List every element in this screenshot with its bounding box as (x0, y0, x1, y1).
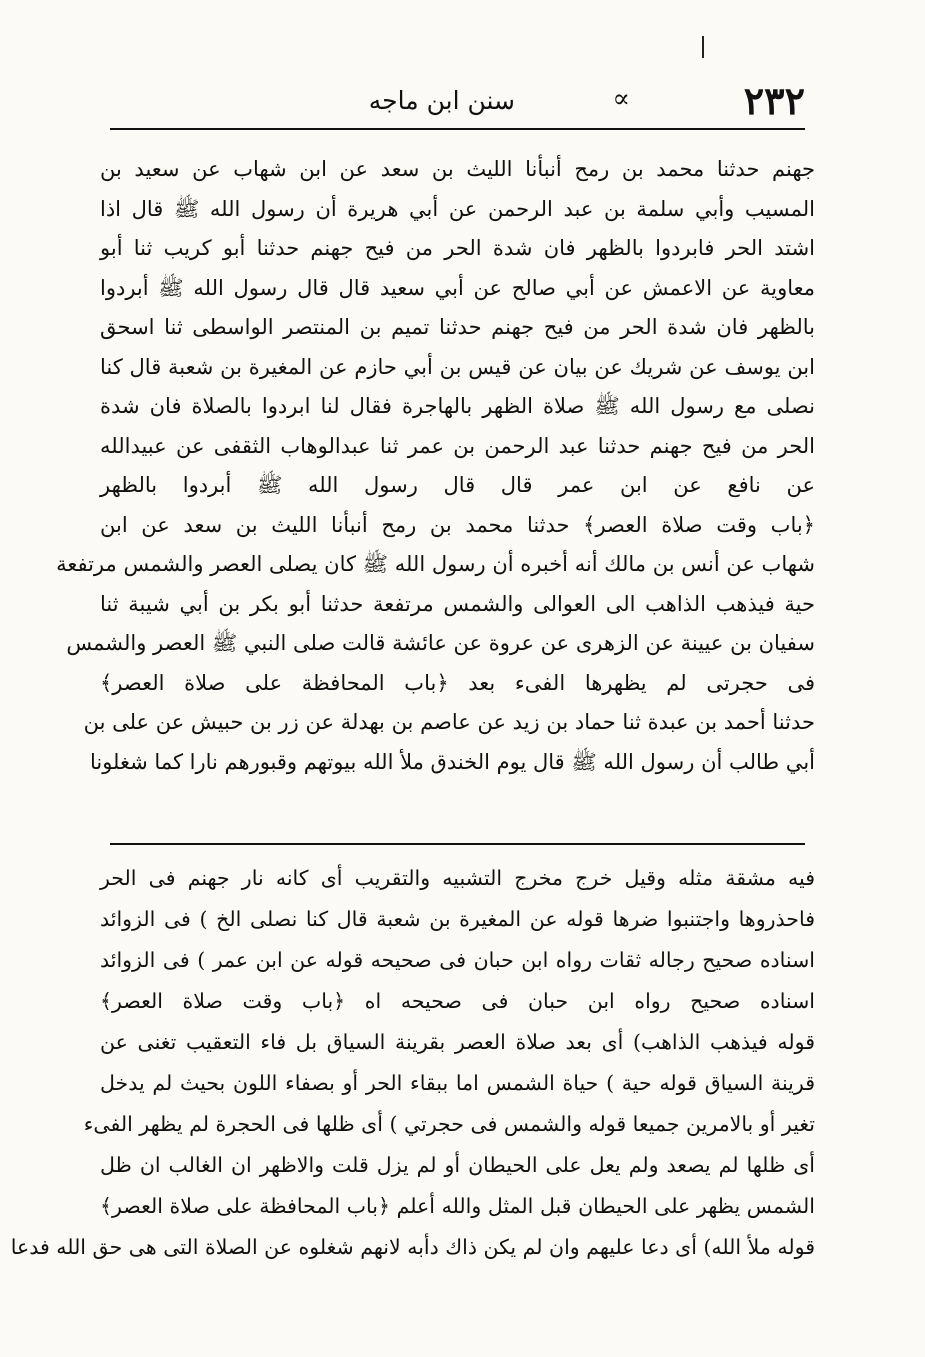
text-line: نصلى مع رسول الله ﷺ صلاة الظهر بالهاجرة فقال لنا ابردوا بالصلاة فان شدة (100, 394, 815, 418)
text-line: ﴿باب وقت صلاة العصر﴾ حدثنا محمد بن رمح أنبأنا الليث بن سعد عن ابن (100, 512, 815, 537)
text-line: اشتد الحر فابردوا بالظهر فان شدة الحر من فيح جهنم حدثنا أبو كريب ثنا أبو (100, 236, 815, 260)
page-number: ٢٣٢ (743, 78, 805, 123)
text-line: جهنم حدثنا محمد بن رمح أنبأنا الليث بن سعد عن ابن شهاب عن سعيد بن (100, 157, 815, 181)
text-line: ابن يوسف عن شريك عن بيان عن قيس بن أبي حازم عن المغيرة بن شعبة قال كنا (100, 354, 815, 379)
text-line: حدثنا أحمد بن عبدة ثنا حماد بن زيد عن عاصم بن بهدلة عن زر بن حبيش عن على بن (83, 710, 815, 734)
page-header (110, 78, 805, 124)
footnote-line: الشمس يظهر على الحيطان قبل المثل والله أعلم ﴿باب المحافظة على صلاة العصر﴾ (100, 1194, 815, 1218)
footnote-line: فاحذروها واجتنبوا ضرها قوله عن المغيرة بن شعبة قال كنا نصلى الخ ) فى الزوائد (100, 907, 815, 931)
footnote-line: اسناده صحيح رواه ابن حبان فى صحيحه اه ﴿باب وقت صلاة العصر﴾ (100, 989, 815, 1013)
footnote-line: قوله فيذهب الذاهب) أى بعد صلاة العصر بقرينة السياق بل فاء التعقيب تغنى عن (100, 1030, 815, 1054)
header-rule (110, 128, 805, 130)
footnote-line: قرينة السياق قوله حية ) حياة الشمس اما ببقاء الحر أو بصفاء اللون بحيث لم يدخل (100, 1071, 815, 1095)
footnote-line: أى ظلها لم يصعد ولم يعل على الحيطان أو لم يزل قلت والاظهر ان الغالب ان ظل (100, 1153, 815, 1177)
footnotes (10, 858, 815, 1268)
footnote-line: فيه مشقة مثله وقيل خرج مخرج التشبيه والتقريب أى كانه نار جهنم فى الحر (100, 866, 815, 890)
text-line: فى حجرتى لم يظهرها الفىء بعد ﴿باب المحافظة على صلاة العصر﴾ (100, 670, 815, 695)
footnote-rule (110, 843, 805, 845)
text-line: حية فيذهب الذاهب الى العوالى والشمس مرتفعة حدثنا أبو بكر بن أبي شيبة ثنا (100, 591, 815, 616)
footnote-line: قوله ملأ الله) أى دعا عليهم وان لم يكن ذاك دأبه لانهم شغلوه عن الصلاة التى هى حق الله فدعا (10, 1235, 815, 1259)
text-line: الحر من فيح جهنم حدثنا عبد الرحمن بن عمر ثنا عبدالوهاب الثقفى عن عبيدالله (100, 433, 815, 458)
text-line: أبي طالب أن رسول الله ﷺ قال يوم الخندق ملأ الله بيوتهم وقبورهم نارا كما شغلونا (89, 749, 815, 774)
text-line: معاوية عن الاعمش عن أبي صالح عن أبي سعيد قال قال رسول الله ﷺ أبردوا (100, 275, 815, 300)
footnote-line: تغير أو بالامرين جميعا قوله والشمس فى حجرتي ) أى ظلها فى الحجرة لم يظهر الفىء (83, 1112, 815, 1136)
text-line: سفيان بن عيينة عن الزهرى عن عروة عن عائشة قالت صلى النبي ﷺ العصر والشمس (66, 631, 815, 655)
text-line: المسيب وأبي سلمة بن عبد الرحمن عن أبي هريرة أن رسول الله ﷺ قال اذا (100, 196, 815, 221)
header-ornament: ∝ (612, 84, 630, 114)
main-text (56, 150, 815, 782)
text-line: عن نافع عن ابن عمر قال قال رسول الله ﷺ أبردوا بالظهر (100, 473, 815, 497)
text-line: بالظهر فان شدة الحر من فيح جهنم حدثنا تميم بن المنتصر الواسطى ثنا اسحق (100, 315, 815, 339)
text-line: شهاب عن أنس بن مالك أنه أخبره أن رسول الله ﷺ كان يصلى العصر والشمس مرتفعة (56, 552, 815, 576)
running-title: سنن ابن ماجه (368, 86, 515, 115)
footnote-line: اسناده صحيح رجاله ثقات رواه ابن حبان فى صحيحه قوله عن ابن عمر ) فى الزوائد (100, 948, 815, 972)
margin-mark (702, 36, 704, 58)
